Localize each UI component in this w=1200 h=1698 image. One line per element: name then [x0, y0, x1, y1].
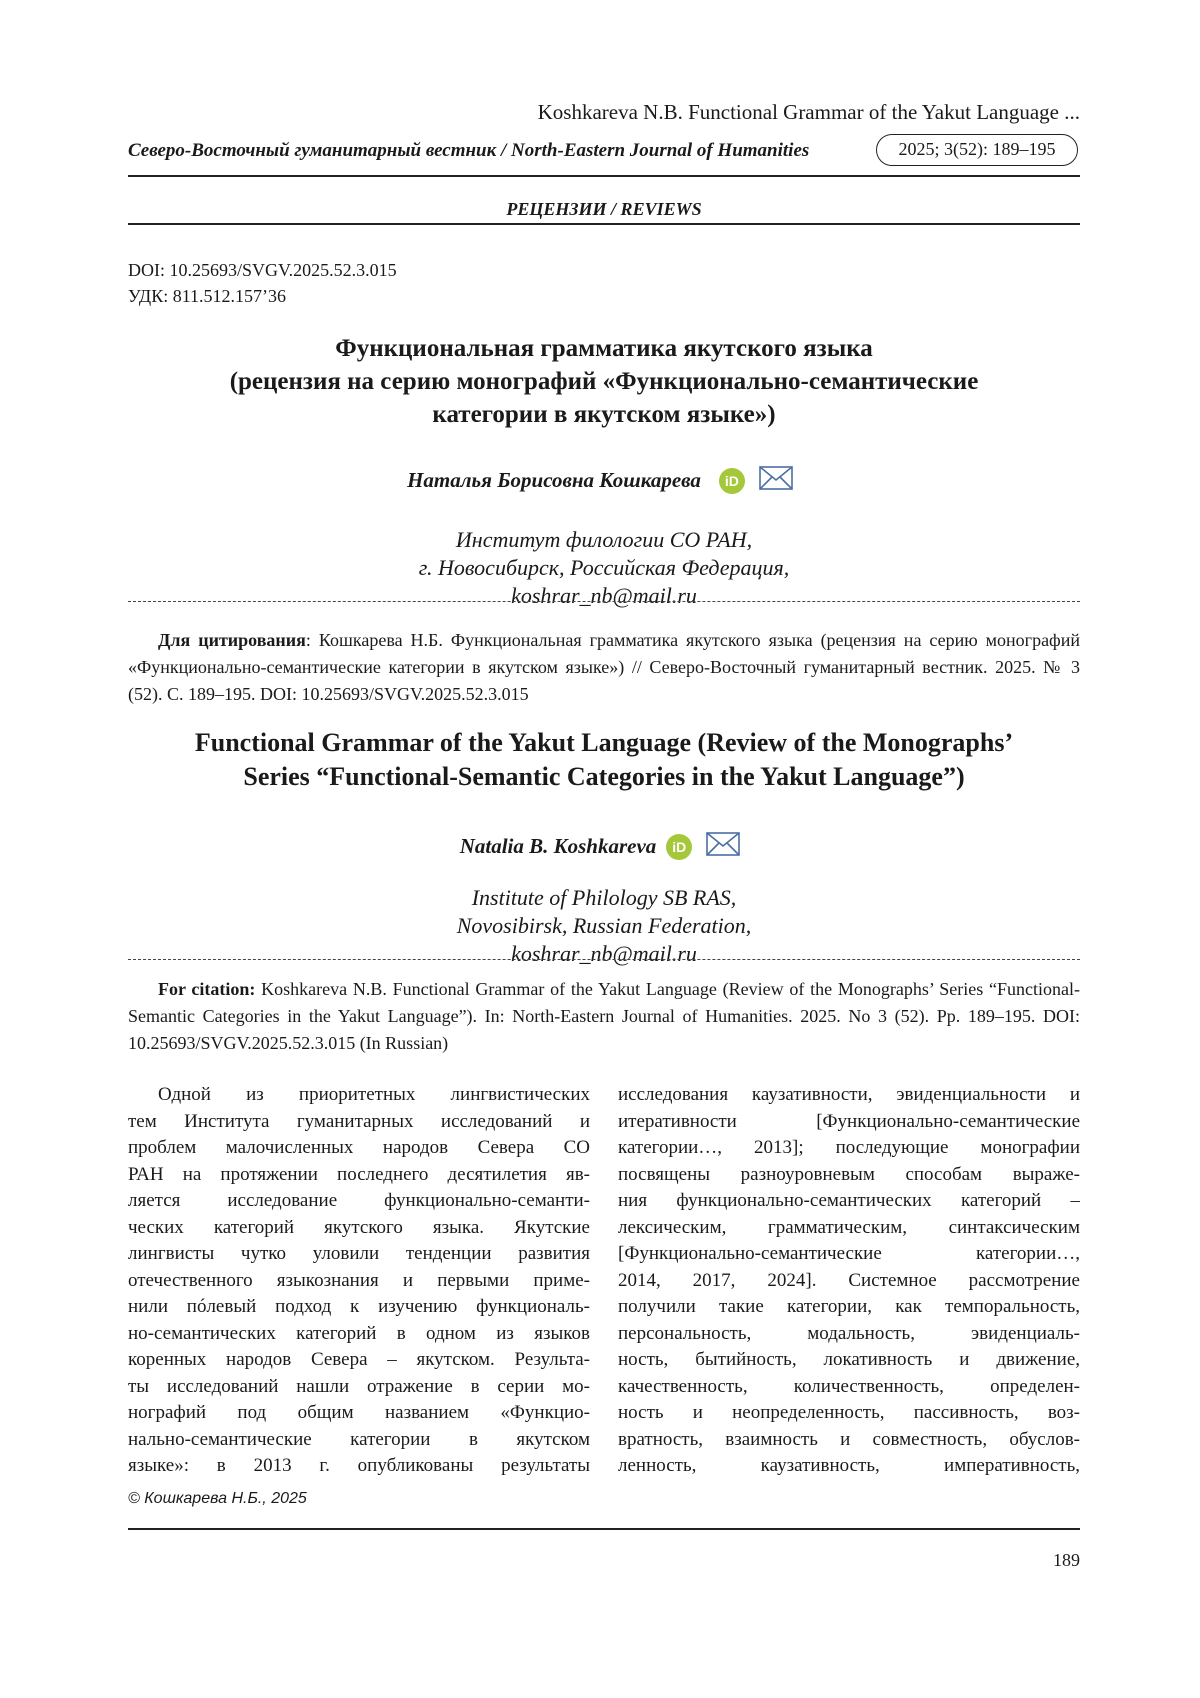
body-line: ность, бытийность, локативность и движение,: [618, 1349, 1080, 1370]
author-en: Natalia B. Koshkareva: [459, 834, 657, 858]
body-line: посвящены разноуровневым способам выраже-: [618, 1163, 1080, 1185]
author-ru-row: [0, 466, 1200, 495]
orcid-icon[interactable]: iD: [666, 834, 692, 860]
body-line: но-семантических категорий в одном из языков: [128, 1322, 590, 1344]
affiliation-line: Novosibirsk, Russian Federation,: [456, 913, 752, 938]
section-label: РЕЦЕНЗИИ / REVIEWS: [506, 199, 702, 219]
body-line: итеративности [Функционально-семантические: [618, 1110, 1080, 1132]
body-line: ность и неопределенность, пассивность, воз-: [618, 1402, 1080, 1423]
title-ru-line: Функциональная грамматика якутского языка: [335, 335, 873, 362]
body-line: Одной из приоритетных лингвистических: [158, 1084, 590, 1105]
journal-title: Северо-Восточный гуманитарный вестник / North-Eastern Journal of Humanities: [128, 140, 810, 161]
body-line: языке»: в 2013 г. опубликованы результаты: [128, 1455, 590, 1476]
body-line: персональность, модальность, эвиденциаль-: [618, 1322, 1080, 1344]
body-line: ческих категорий якутского языка. Якутские: [128, 1216, 590, 1238]
issue-badge: 2025; 3(52): 189–195: [876, 134, 1078, 166]
body-line: коренных народов Севера – якутском. Результа-: [128, 1349, 590, 1370]
email-icon[interactable]: [759, 466, 793, 495]
body-line: 2014, 2017, 2024]. Системное рассмотрение: [618, 1269, 1080, 1291]
footer-rule: [128, 1528, 1080, 1530]
body-line: [Функционально-семантические категории…,: [618, 1243, 1080, 1264]
body-line: ленность, каузативность, императивность,: [618, 1455, 1080, 1476]
citation-text: Koshkareva N.B. Functional Grammar of the Yakut Language (Review of the Monographs’ Series “Functional-Semantic Categories in the Yakut Language”). In: North-Eastern Journal of Humanities. 2025. No 3 (52). Pp. 189–195. DOI: 10.25693/SVGV.2025.52.3.015 (In Russian): [128, 979, 1080, 1053]
section-rule: [128, 223, 1080, 225]
running-title: Koshkareva N.B. Functional Grammar of the Yakut Language ...: [537, 100, 1080, 124]
body-line: получили такие категории, как темпоральность,: [618, 1296, 1080, 1317]
body-line: РАН на протяжении последнего десятилетия яв-: [128, 1163, 590, 1185]
title-ru-line: категории в якутском языке»): [432, 401, 776, 428]
affiliation-email[interactable]: koshrar_nb@mail.ru: [511, 583, 697, 608]
affiliation-ru: [128, 526, 1080, 610]
body-line: категории…, 2013]; последующие монографии: [618, 1137, 1080, 1158]
body-line: лингвисты чутко уловили тенденции развития: [128, 1243, 590, 1264]
body-line: качественность, количественность, определен-: [618, 1375, 1080, 1397]
body-line: нографий под общим названием «Функцио-: [128, 1402, 590, 1423]
udk: УДК: 811.512.157’36: [128, 286, 287, 306]
dashed-divider: [128, 959, 1080, 960]
affiliation-line: Институт филологии СО РАН,: [455, 527, 753, 552]
article-title-en: [128, 726, 1080, 794]
dashed-divider: [128, 601, 1080, 602]
body-column-left: [128, 1082, 590, 1480]
citation-en: [128, 976, 1080, 1057]
article-title-ru: [128, 332, 1080, 431]
doi: DOI: 10.25693/SVGV.2025.52.3.015: [128, 260, 397, 280]
citation-ru: [128, 627, 1080, 708]
orcid-icon[interactable]: iD: [719, 468, 745, 494]
author-ru: Наталья Борисовна Кошкарева: [407, 468, 701, 492]
body-line: исследования каузативности, эвиденциальности и: [618, 1084, 1080, 1105]
body-line: проблем малочисленных народов Севера СО: [128, 1137, 590, 1158]
body-column-right: [618, 1082, 1080, 1480]
email-icon[interactable]: [706, 832, 740, 861]
citation-label: Для цитирования: [158, 630, 306, 650]
citation-text: : Кошкарева Н.Б. Функциональная грамматика якутского языка (рецензия на серию монографий «Функционально-семантические категории в якутском языке») // Северо-Восточный гуманитарный вестник. 2025. № 3 (52). С. 189–195. DOI: 10.25693/SVGV.2025.52.3.015: [128, 630, 1080, 704]
page-number: 189: [1053, 1550, 1080, 1570]
title-en-line: Functional Grammar of the Yakut Language (Review of the Monographs’: [194, 728, 1014, 757]
author-en-row: [0, 832, 1200, 861]
affiliation-line: г. Новосибирск, Российская Федерация,: [418, 555, 790, 580]
body-line: тем Института гуманитарных исследований и: [128, 1110, 590, 1132]
citation-label: For citation:: [158, 979, 256, 999]
body-line: нили пóлевый подход к изучению функциональ-: [128, 1296, 590, 1317]
body-line: ния функционально-семантических категорий –: [618, 1190, 1080, 1211]
body-line: ляется исследование функционально-семанти-: [128, 1190, 590, 1211]
affiliation-email[interactable]: koshrar_nb@mail.ru: [511, 941, 697, 966]
title-en-line: Series “Functional-Semantic Categories in the Yakut Language”): [243, 762, 965, 791]
body-line: ты исследований нашли отражение в серии мо-: [128, 1375, 590, 1397]
title-ru-line: (рецензия на серию монографий «Функционально-семантические: [229, 368, 979, 395]
body-line: отечественного языкознания и первыми приме-: [128, 1269, 590, 1291]
affiliation-line: Institute of Philology SB RAS,: [471, 885, 737, 910]
body-line: лексическим, грамматическим, синтаксическим: [618, 1216, 1080, 1238]
body-line: вратность, взаимность и совместность, обуслов-: [618, 1428, 1080, 1450]
affiliation-en: [128, 884, 1080, 968]
body-line: нально-семантические категории в якутском: [128, 1428, 590, 1450]
header-rule: [128, 175, 1080, 177]
copyright: © Кошкарева Н.Б., 2025: [128, 1490, 307, 1507]
